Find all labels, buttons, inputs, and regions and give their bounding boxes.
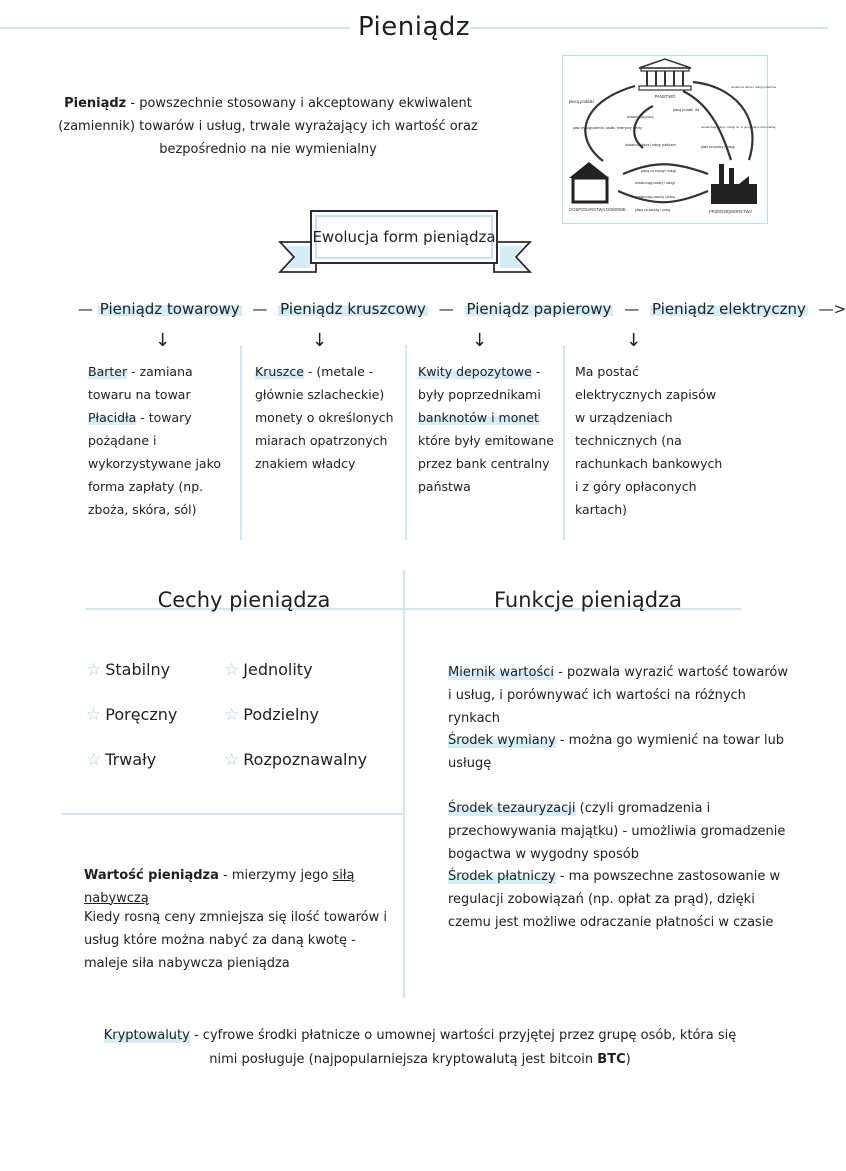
label-flow: dostarcza dobra i usługi publiczne: [625, 143, 677, 147]
feature-item: [224, 750, 367, 770]
label-flow: płacą za zasoby i pracę: [635, 208, 671, 212]
crypto-definition: [100, 1024, 740, 1072]
stage-commodity: Pieniądz towarowy: [99, 300, 240, 318]
end-arrow-icon: —>: [818, 300, 846, 318]
term-banknoty: banknotów i monet: [418, 410, 539, 425]
function-text: (czyli gromadzenia i przechowywania majątku) - umożliwia gromadzenie bogactwa w wygodny sposób: [448, 801, 786, 862]
ribbon-heading: Ewolucja form pieniądza: [310, 210, 498, 264]
down-arrow-icon: ↓: [155, 330, 171, 351]
section-divider: [403, 570, 405, 998]
feature-item: [86, 750, 156, 770]
feature-item: [224, 705, 319, 725]
evolution-timeline: [78, 300, 846, 330]
page-title: Pieniądz: [357, 12, 471, 42]
column-divider: [240, 345, 242, 540]
label-flow: płacą podatki, cła: [673, 108, 700, 112]
dash: —: [438, 300, 454, 318]
label-companies: PRZEDSIĘBIORSTWA: [709, 209, 753, 214]
label-flow: dostarczają zasoby i pracę: [635, 195, 676, 199]
stage-metal: Pieniądz kruszcowy: [280, 300, 426, 318]
feature-label: Trwały: [105, 750, 157, 769]
stage-electronic: Pieniądz elektryczny: [652, 300, 806, 318]
value-definition: [84, 864, 394, 910]
state-building-icon: [639, 59, 691, 90]
feature-label: Podzielny: [243, 705, 320, 724]
value-paragraph: Kiedy rosną ceny zmniejsza się ilość towarów i usług które można nabyć za daną kwotę - maleje siła nabywcza pieniądza: [84, 910, 387, 971]
crypto-term: Kryptowaluty: [103, 1028, 190, 1043]
function-item: [448, 797, 788, 866]
barter-text: - zamiana towaru na towar: [88, 364, 193, 402]
btc-label: BTC: [597, 1052, 626, 1067]
down-arrow-icon: ↓: [626, 330, 642, 351]
dash: —: [624, 300, 640, 318]
function-text: - można go wymienić na towar lub usługę: [448, 733, 785, 771]
kruszce-text: - (metale - głównie szlacheckie) monety o określonych miarach opatrzonych znakiem władcy: [255, 364, 394, 471]
function-text: - pozwala wyrazić wartość towarów i usług, i porównywać ich wartości na różnych rynkach: [448, 665, 788, 726]
term-kwity: Kwity depozytowe: [418, 364, 532, 379]
placidla-text: - towary pożądane i wykorzystywane jako forma zapłaty (np. zboża, skóra, sól): [88, 410, 222, 517]
economic-flow-diagram: [562, 55, 777, 224]
value-term: Wartość pieniądza: [84, 868, 219, 883]
feature-item: [224, 660, 313, 680]
dash: —: [252, 300, 268, 318]
col-paper-money: [418, 360, 568, 498]
factory-icon: [711, 164, 757, 204]
down-arrow-icon: ↓: [472, 330, 488, 351]
definition: [58, 92, 478, 161]
dash: —: [78, 300, 93, 318]
label-flow: płaci za towary i usługi: [701, 145, 735, 149]
crypto-text: - cyfrowe środki płatnicze o umownej wartości przyjętej przez grupę osób, która się nimi posługuje (najpopularniejsza kryptowalutą jest bitcoin: [189, 1028, 737, 1067]
section-rule: [62, 813, 403, 815]
value-text: - mierzymy jego: [218, 868, 333, 883]
function-term: Środek wymiany: [448, 733, 556, 748]
banknoty-text: które były emitowane przez bank centralny państwa: [418, 433, 554, 494]
feature-item: [86, 705, 177, 725]
label-flow: dostarczają pracy: [627, 115, 654, 119]
household-house-icon: [569, 162, 609, 202]
star-icon: ☆: [224, 660, 240, 680]
crypto-end: ): [625, 1052, 631, 1067]
stage-paper: Pieniądz papierowy: [466, 300, 612, 318]
label-flow: dostarczają towary i usługi: [635, 181, 675, 185]
flow-arrow: [585, 86, 635, 161]
feature-item: [86, 660, 170, 680]
function-term: Środek płatniczy: [448, 869, 556, 884]
function-term: Miernik wartości: [448, 665, 554, 680]
function-text: - ma powszechne zastosowanie w regulacji zobowiązań (np. opłat za prąd), dzięki czemu jest możliwe odraczanie płatności w czasie: [448, 869, 781, 930]
star-icon: ☆: [86, 705, 102, 725]
value-underlined: siłą nabywczą: [84, 868, 355, 906]
function-term: Środek tezauryzacji: [448, 801, 576, 816]
kwity-text: - były poprzednikami: [418, 364, 541, 402]
star-icon: ☆: [86, 750, 102, 770]
function-item: [448, 729, 788, 775]
col-electronic-money: [575, 360, 725, 521]
definition-term: Pieniądz: [64, 96, 127, 111]
function-item: [448, 865, 788, 934]
features-heading: Cechy pieniądza: [157, 588, 331, 612]
feature-label: Poręczny: [105, 705, 178, 724]
label-flow: dostarczają dobra i usługi np. w gospodarce komunalnej: [701, 125, 776, 129]
function-item: [448, 661, 788, 730]
term-kruszce: Kruszce: [255, 364, 304, 379]
star-icon: ☆: [86, 660, 102, 680]
electronic-text: Ma postać elektrycznych zapisów w urządzeniach technicznych (na rachunkach bankowych i z góry opłaconych kartach): [575, 364, 723, 517]
label-flow: płacą podatki: [569, 99, 594, 104]
feature-label: Jednolity: [243, 660, 313, 679]
feature-label: Stabilny: [105, 660, 171, 679]
col-metal-money: [255, 360, 405, 475]
term-placidla: Płacidła: [88, 410, 137, 425]
column-divider: [405, 345, 407, 540]
functions-heading: Funkcje pieniądza: [493, 588, 682, 612]
definition-text: - powszechnie stosowany i akceptowany ekwiwalent (zamiennik) towarów i usług, trwale wyrażający ich wartość oraz bezpośrednio na nie wymienialny: [58, 96, 478, 157]
label-households: GOSPODARSTWA DOMOWE: [569, 207, 626, 212]
label-flow: płacą za towary i usługi: [641, 169, 677, 173]
col-commodity-money: [88, 360, 238, 521]
label-state: PAŃSTWO: [654, 94, 676, 99]
star-icon: ☆: [224, 750, 240, 770]
term-barter: Barter: [88, 364, 128, 379]
label-flow: płaci wynagrodzenia, zasiłki, emerytury i renty: [573, 126, 642, 130]
down-arrow-icon: ↓: [312, 330, 328, 351]
feature-label: Rozpoznawalny: [243, 750, 368, 769]
star-icon: ☆: [224, 705, 240, 725]
label-flow: dostarcza dobra i usługi publiczne: [731, 85, 777, 89]
